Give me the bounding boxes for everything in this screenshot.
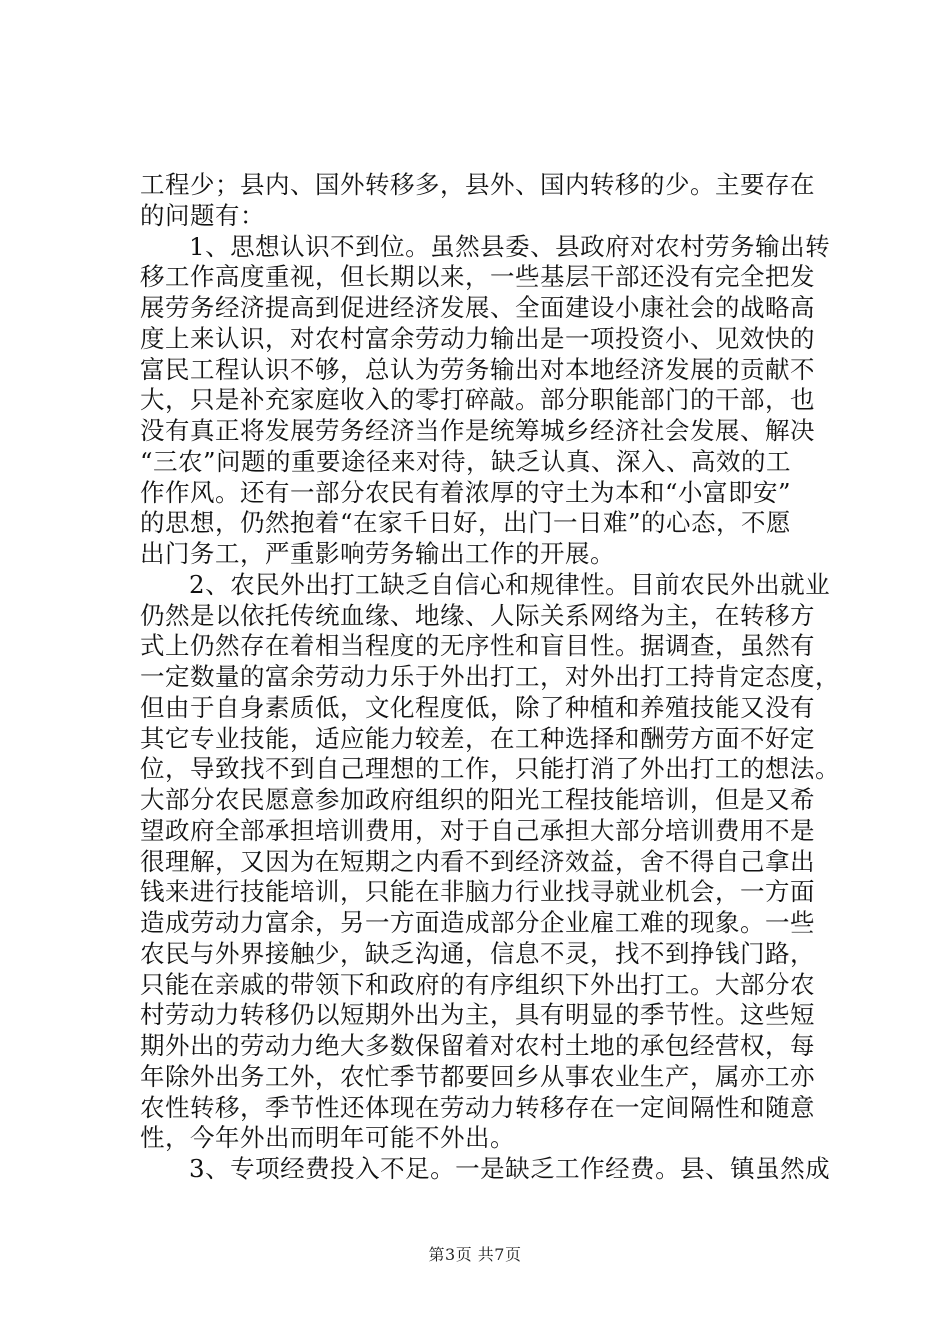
text-line: 农民与外界接触少，缺乏沟通，信息不灵，找不到挣钱门路，	[140, 938, 815, 968]
text-line: 一定数量的富余劳动力乐于外出打工，对外出打工持肯定态度，	[140, 662, 840, 691]
text-line: 农性转移，季节性还体现在劳动力转移存在一定间隔性和随意	[140, 1092, 815, 1122]
body-text	[140, 170, 840, 1185]
text-line: 期外出的劳动力绝大多数保留着对农村土地的承包经营权，每	[140, 1031, 815, 1060]
text-line: 年除外出务工外，农忙季节都要回乡从事农业生产，属亦工亦	[140, 1061, 815, 1091]
page-footer: 第3页 共7页	[428, 1245, 522, 1264]
text-line: 位，导致找不到自己理想的工作，只能打消了外出打工的想法。	[140, 754, 840, 784]
text-line: 式上仍然存在着相当程度的无序性和盲目性。据调查，虽然有	[140, 631, 815, 661]
text-line: 村劳动力转移仍以短期外出为主，具有明显的季节性。这些短	[140, 1000, 815, 1030]
text-line: 的思想，仍然抱着“在家千日好，出门一日难”的心态，不愿	[140, 508, 792, 538]
text-line: 工程少；县内、国外转移多，县外、国内转移的少。主要存在	[140, 170, 815, 199]
text-line: 没有真正将发展劳务经济当作是统筹城乡经济社会发展、解决	[140, 416, 815, 445]
text-line: 大，只是补充家庭收入的零打碎敲。部分职能部门的干部，也	[140, 385, 815, 415]
text-line: 造成劳动力富余，另一方面造成部分企业雇工难的现象。一些	[140, 908, 815, 937]
text-line: 但由于自身素质低，文化程度低，除了种植和养殖技能又没有	[140, 692, 815, 722]
text-line: 作作风。还有一部分农民有着浓厚的守土为本和“小富即安”	[140, 477, 792, 507]
text-line: 3、专项经费投入不足。一是缺乏工作经费。县、镇虽然成	[189, 1154, 831, 1183]
text-line: 移工作高度重视，但长期以来，一些基层干部还没有完全把发	[140, 262, 815, 292]
text-line: 其它专业技能，适应能力较差，在工种选择和酬劳方面不好定	[140, 723, 815, 753]
text-line: 的问题有：	[140, 200, 265, 230]
text-line: 出门务工，严重影响劳务输出工作的开展。	[140, 539, 615, 568]
text-line: 很理解，又因为在短期之内看不到经济效益，舍不得自己拿出	[140, 846, 815, 876]
text-line: 大部分农民愿意参加政府组织的阳光工程技能培训，但是又希	[140, 785, 815, 814]
text-line: 2、农民外出打工缺乏自信心和规律性。目前农民外出就业	[189, 569, 831, 599]
text-line: 富民工程认识不够，总认为劳务输出对本地经济发展的贡献不	[140, 354, 815, 384]
text-line: 度上来认识，对农村富余劳动力输出是一项投资小、见效快的	[140, 323, 815, 353]
text-line: “三农”问题的重要途径来对待，缺乏认真、深入、高效的工	[140, 446, 792, 476]
text-line: 1、思想认识不到位。虽然县委、县政府对农村劳务输出转	[189, 231, 831, 261]
text-line: 性，今年外出而明年可能不外出。	[140, 1123, 515, 1153]
text-line: 仍然是以依托传统血缘、地缘、人际关系网络为主，在转移方	[140, 600, 815, 630]
text-line: 钱来进行技能培训，只能在非脑力行业找寻就业机会，一方面	[140, 877, 815, 907]
text-line: 只能在亲戚的带领下和政府的有序组织下外出打工。大部分农	[140, 969, 815, 999]
text-line: 望政府全部承担培训费用，对于自己承担大部分培训费用不是	[140, 815, 815, 845]
text-line: 展劳务经济提高到促进经济发展、全面建设小康社会的战略高	[140, 293, 815, 322]
